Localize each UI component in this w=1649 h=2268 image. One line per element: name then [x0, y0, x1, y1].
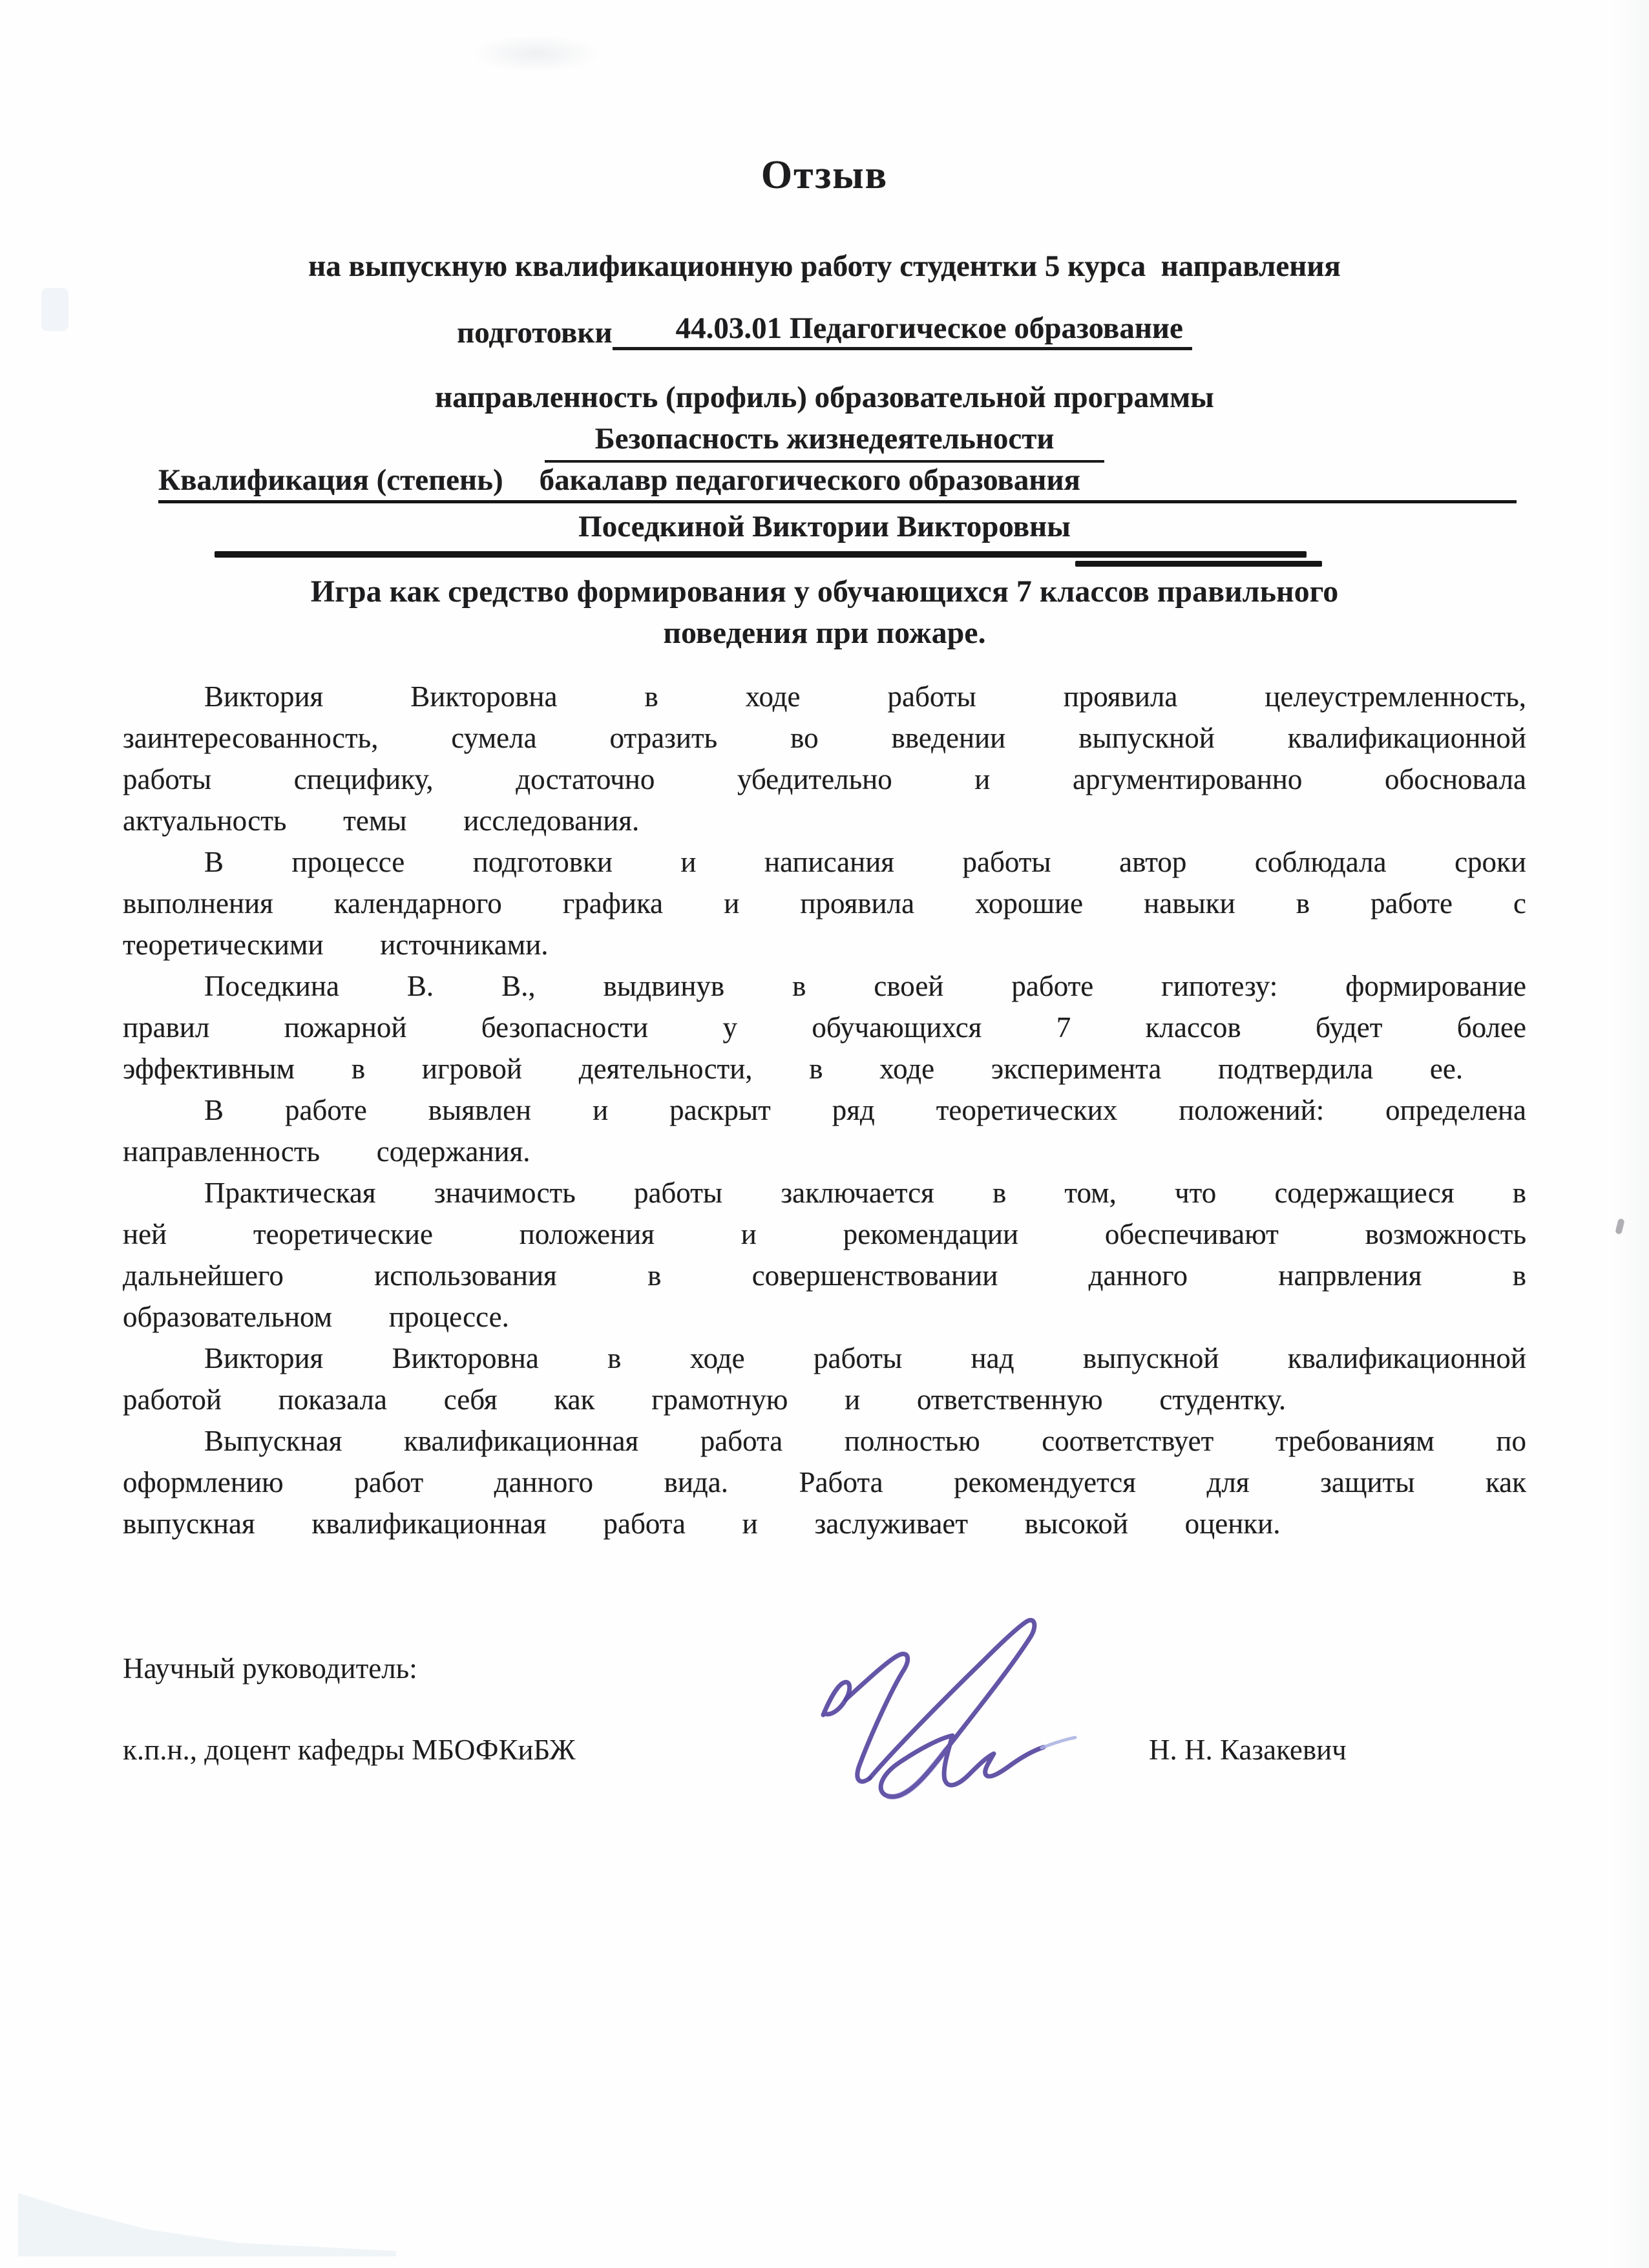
preparation-line	[0, 310, 1649, 350]
qualification-line	[158, 463, 1517, 503]
profile-label: направленность (профиль) образовательной программы	[435, 381, 1214, 414]
review-paragraph: Виктория Викторовна в ходе работы над выпускной квалификационной работой показала себя как грамотную и ответственную студентку.	[123, 1342, 1526, 1416]
scan-smudge	[41, 288, 68, 331]
scan-edge-shading	[1610, 0, 1649, 2268]
underline-gap	[613, 310, 672, 350]
review-paragraph: Виктория Викторовна в ходе работы проявила целеустремленность, заинтересованность, сумела отразить во введении выпускной квалификационной работы специфику, достаточно убедительно и аргументированно обосновала актуальность темы исследования.	[123, 680, 1526, 837]
thesis-title-line-1: Игра как средство формирования у обучающихся 7 классов правильного	[310, 574, 1339, 609]
review-paragraph: В процессе подготовки и написания работы автор соблюдала сроки выполнения календарного графика и проявила хорошие навыки в работе с теоретическими источниками.	[123, 846, 1526, 961]
name-underline-bar	[215, 551, 1307, 558]
document-title: Отзыв	[761, 153, 888, 197]
supervisor-name: Н. Н. Казакевич	[1149, 1734, 1347, 1766]
subtitle-line: на выпускную квалификационную работу студентки 5 курса направления	[308, 249, 1341, 283]
scan-smudge	[446, 27, 627, 80]
scan-shadow-bottom-left	[18, 2166, 396, 2256]
student-name: Поседкиной Виктории Викторовны	[578, 510, 1071, 543]
supervisor-label: Научный руководитель:	[123, 1652, 417, 1685]
review-paragraph: Поседкина В. В., выдвинув в своей работе гипотезу: формирование правил пожарной безопасности у обучающихся 7 классов будет более эффективным в игровой деятельности, в ходе эксперимента подтвердила ее.	[123, 970, 1526, 1085]
review-paragraph: Выпускная квалификационная работа полностью соответствует требованиям по оформлению работ данного вида. Работа рекомендуется для защиты как выпускная квалификационная работа и заслуживает высокой оценки.	[123, 1425, 1526, 1540]
profile-value-line	[0, 421, 1649, 463]
signature-scribble-icon	[783, 1578, 1106, 1914]
profile-value: Безопасность жизнедеятельности	[545, 421, 1105, 463]
supervisor-degree: к.п.н., доцент кафедры МБОФКиБЖ	[123, 1734, 576, 1766]
review-body	[123, 676, 1526, 1544]
qualification-value: бакалавр педагогического образования	[539, 463, 1080, 497]
review-paragraph: В работе выявлен и раскрыт ряд теоретических положений: определена направленность содержания.	[123, 1094, 1526, 1168]
qualification-label: Квалификация (степень)	[158, 463, 503, 497]
preparation-label: подготовки	[457, 316, 613, 350]
review-paragraph: Практическая значимость работы заключается в том, что содержащиеся в ней теоретические положения и рекомендации обеспечивают возможность дальнейшего использования в совершенствовании данного напрвления в образовательном процессе.	[123, 1177, 1526, 1333]
name-underline-bar-secondary	[1075, 561, 1322, 567]
thesis-title-line-2: поведения при пожаре.	[663, 616, 986, 650]
preparation-value: 44.03.01 Педагогическое образование	[672, 311, 1192, 350]
